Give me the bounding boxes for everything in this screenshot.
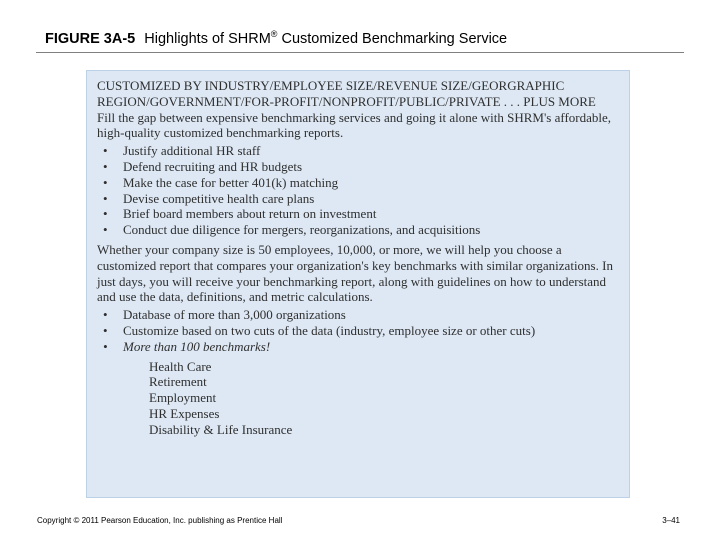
category-item: HR Expenses <box>149 405 220 421</box>
list-item-benchmarks: • More than 100 benchmarks! <box>97 339 621 355</box>
registered-mark: ® <box>270 29 278 39</box>
panel-heading: CUSTOMIZED BY INDUSTRY/EMPLOYEE SIZE/REVENUE SIZE/GEORGRAPHIC REGION/GOVERNMENT/FOR-PROFIT/NONPROFIT/PUBLIC/PRIVATE . . . PLUS MORE <box>97 78 596 109</box>
category-item: Disability & Life Insurance <box>149 421 293 437</box>
category-item: Retirement <box>149 374 207 390</box>
list-item: • Defend recruiting and HR budgets <box>97 159 621 175</box>
list-item: • Justify additional HR staff <box>97 143 621 159</box>
category-item: Employment <box>149 390 217 406</box>
figure-number: FIGURE 3A-5 <box>45 30 136 47</box>
list-item: • Database of more than 3,000 organizations <box>97 307 621 323</box>
benchmark-categories <box>149 359 621 438</box>
figure-title-rest: Customized Benchmarking Service <box>281 30 508 47</box>
copyright-notice: Copyright © 2011 Pearson Education, Inc. publishing as Prentice Hall <box>37 516 283 525</box>
panel-intro: Fill the gap between expensive benchmarking services and going it alone with SHRM's affordable, high-quality customized benchmarking reports. <box>97 109 612 141</box>
page-number: 3–41 <box>662 516 680 525</box>
list-item: • Customize based on two cuts of the data (industry, employee size or other cuts) <box>97 323 621 339</box>
features-list <box>97 307 621 354</box>
figure-title <box>45 29 507 47</box>
figure-title-text: Highlights of SHRM <box>144 30 271 47</box>
panel-body: Whether your company size is 50 employees, 10,000, or more, we will help you choose a customized report that compares your organization's key benchmarks with similar organizations. In just days, you will receive your benchmarking report, along with guidelines on how to understand and use the data, definitions, and metric calculations. <box>97 241 613 305</box>
list-item: • Devise competitive health care plans <box>97 191 621 207</box>
title-divider <box>36 52 684 53</box>
category-item: Health Care <box>149 358 212 374</box>
list-item: • Conduct due diligence for mergers, reorganizations, and acquisitions <box>97 222 621 238</box>
list-item: • Brief board members about return on investment <box>97 206 621 222</box>
list-item: • Make the case for better 401(k) matching <box>97 175 621 191</box>
benchmark-panel <box>86 70 630 498</box>
uses-list <box>97 143 621 238</box>
